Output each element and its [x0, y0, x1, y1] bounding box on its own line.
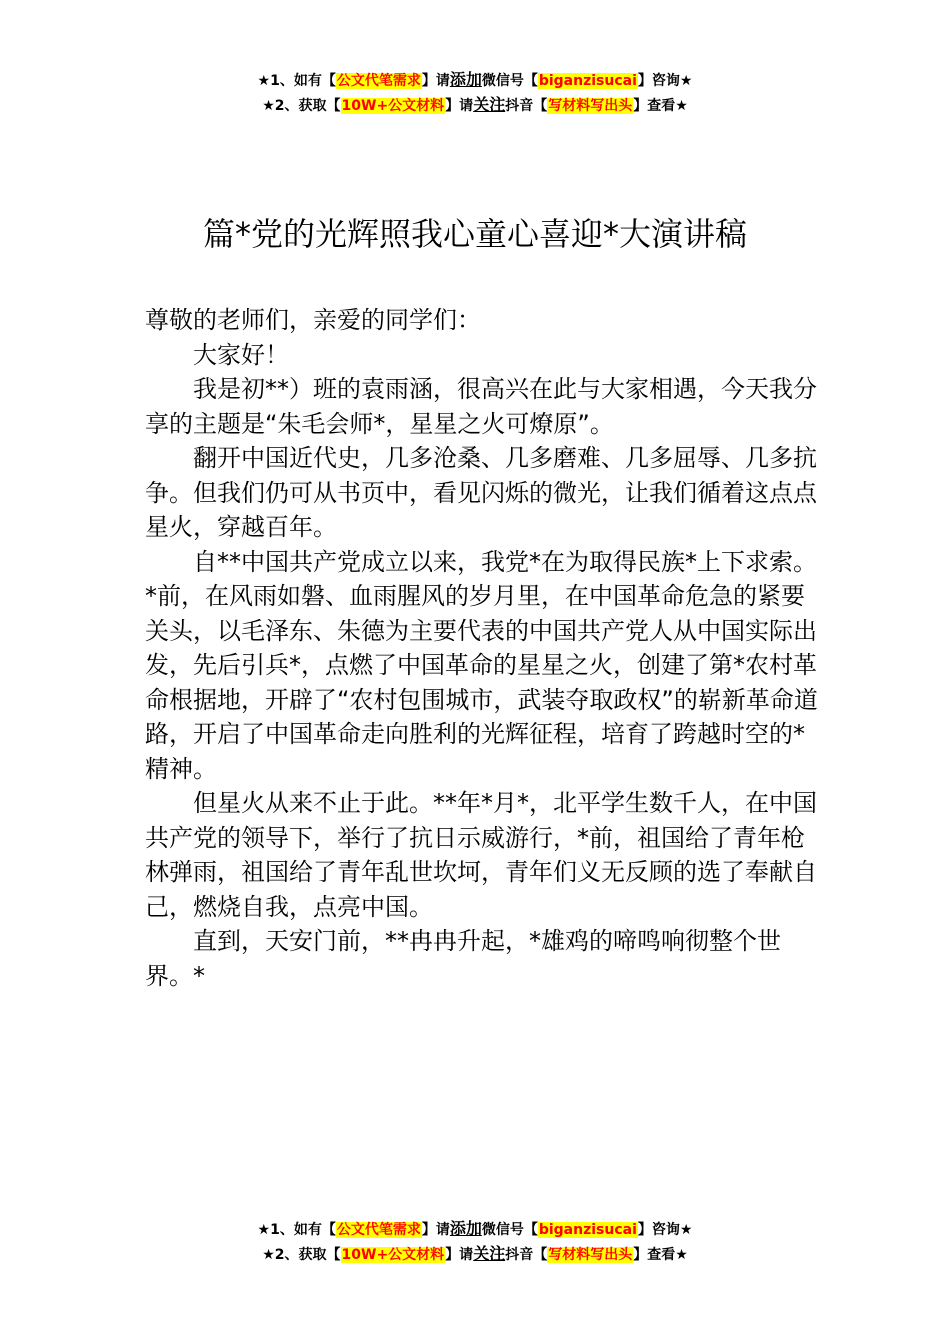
promo-banner-top: [0, 68, 950, 118]
promo-highlight: 公文代笔需求: [336, 1222, 421, 1238]
promo-text: ★1、如有【: [257, 73, 336, 89]
promo-text: ★1、如有【: [257, 1222, 336, 1238]
promo-highlight: 10W+公文材料: [341, 1247, 445, 1263]
promo-highlight: 公文代笔需求: [336, 73, 421, 89]
promo-emphasis: 添加: [449, 70, 482, 89]
paragraph: 大家好！: [193, 340, 289, 369]
promo-line-2: [0, 1242, 950, 1267]
promo-highlight: biganzisucai: [538, 73, 637, 89]
promo-text: 】请: [445, 1247, 474, 1263]
promo-highlight: biganzisucai: [538, 1222, 637, 1238]
paragraph: 自**中国共产党成立以来，我党*在为取得民族*上下求索。*前，在风雨如磐、血雨腥风的岁月里，在中国革命危急的紧要关头，以毛泽东、朱德为主要代表的中国共产党人从中国实际出发，先后引兵*，点燃了中国革命的星星之火，创建了第*农村革命根据地，开辟了“农村包围城市，武装夺取政权”的崭新革命道路，开启了中国革命走向胜利的光辉征程，培育了跨越时空的*精神。: [145, 547, 818, 783]
paragraph: 但星火从来不止于此。**年*月*，北平学生数千人，在中国共产党的领导下，举行了抗日示威游行，*前，祖国给了青年枪林弹雨，祖国给了青年乱世坎坷，青年们义无反顾的选了奉献自己，燃烧自我，点亮中国。: [145, 789, 817, 921]
promo-emphasis: 关注: [473, 95, 506, 114]
promo-line-1: [0, 1217, 950, 1242]
promo-text: 微信号【: [481, 73, 538, 89]
paragraph: 我是初**）班的袁雨涵，很高兴在此与大家相遇，今天我分享的主题是“朱毛会师*，星星之火可燎原”。: [145, 375, 817, 438]
document-body: [145, 303, 825, 993]
promo-text: 】请: [421, 73, 450, 89]
promo-banner-bottom: [0, 1217, 950, 1267]
promo-emphasis: 添加: [449, 1219, 482, 1238]
promo-highlight: 10W+公文材料: [341, 98, 445, 114]
promo-line-2: [0, 93, 950, 118]
promo-text: 】请: [421, 1222, 450, 1238]
promo-text: 抖音【: [505, 1247, 548, 1263]
promo-text: 】咨询★: [637, 73, 693, 89]
promo-text: 微信号【: [481, 1222, 538, 1238]
salutation: 尊敬的老师们，亲爱的同学们：: [145, 306, 481, 334]
promo-text: 】咨询★: [637, 1222, 693, 1238]
document-title: 篇*党的光辉照我心童心喜迎*大演讲稿: [202, 215, 747, 253]
paragraph: 翻开中国近代史，几多沧桑、几多磨难、几多屈辱、几多抗争。但我们仍可从书页中，看见闪烁的微光，让我们循着这点点星火，穿越百年。: [145, 444, 817, 541]
promo-emphasis: 关注: [473, 1244, 506, 1263]
promo-highlight: 写材料写出头: [548, 98, 633, 114]
promo-text: 抖音【: [505, 98, 548, 114]
promo-text: 】请: [445, 98, 474, 114]
paragraph: 直到，天安门前，**冉冉升起，*雄鸡的啼鸣响彻整个世界。*: [145, 927, 781, 990]
promo-text: ★2、获取【: [262, 98, 341, 114]
promo-text: ★2、获取【: [262, 1247, 341, 1263]
promo-text: 】查看★: [633, 98, 688, 114]
promo-text: 】查看★: [633, 1247, 688, 1263]
promo-line-1: [0, 68, 950, 93]
promo-highlight: 写材料写出头: [548, 1247, 633, 1263]
